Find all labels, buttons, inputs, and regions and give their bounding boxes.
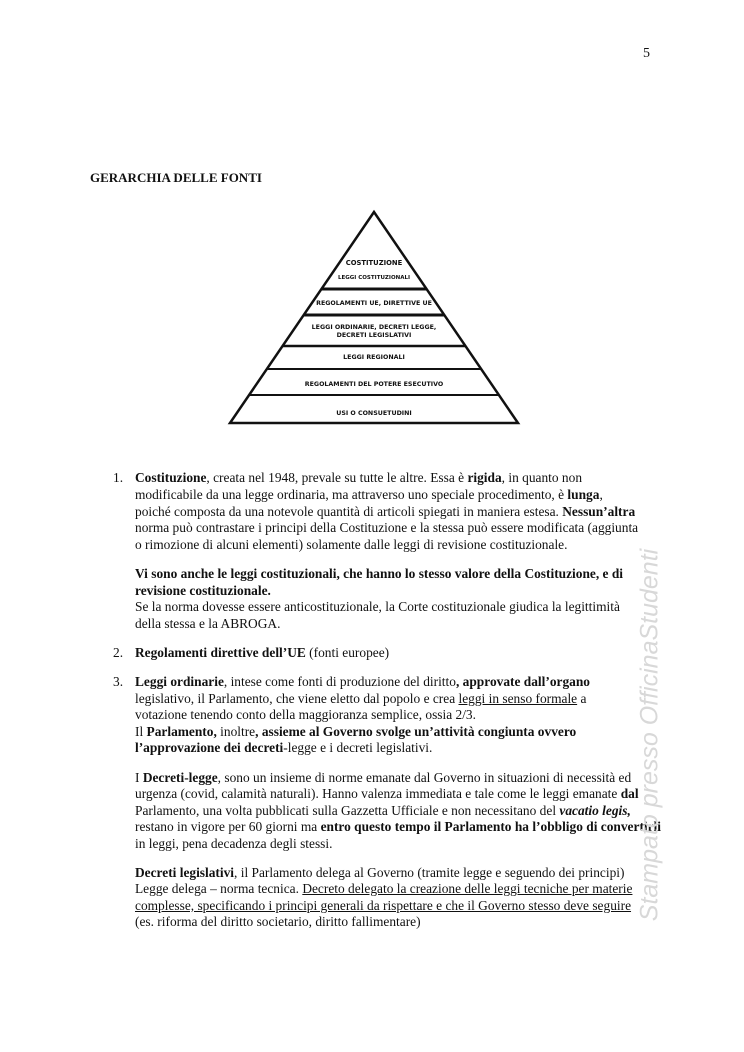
text-segment: , creata nel 1948, prevale su tutte le altre. Essa è bbox=[206, 470, 468, 485]
pyramid-level-label: COSTITUZIONE bbox=[345, 259, 403, 267]
underlined-text: Decreto delegato la creazione delle leggi tecniche per materie bbox=[302, 881, 633, 896]
text-line bbox=[135, 470, 582, 486]
text-line bbox=[135, 504, 635, 520]
text-line bbox=[135, 616, 280, 632]
text-segment: Il bbox=[135, 724, 147, 739]
bold-text: , assieme al Governo svolge un’attività congiunta ovvero bbox=[255, 724, 577, 739]
text-segment: , in quanto non bbox=[501, 470, 583, 485]
text-segment: legislativo, il Parlamento, che viene eletto dal popolo e crea bbox=[135, 691, 459, 706]
pyramid-level-label: USI O CONSUETUDINI bbox=[336, 410, 412, 417]
bold-text: , approvate dall’organo bbox=[455, 674, 590, 689]
pyramid-outline bbox=[230, 212, 518, 423]
text-segment: a bbox=[577, 691, 587, 706]
bold-text: Decreti legislativi bbox=[135, 865, 235, 880]
bold-text: rigida bbox=[467, 470, 502, 485]
text-line bbox=[135, 770, 631, 786]
text-segment: in leggi, pena decadenza degli stessi. bbox=[135, 836, 333, 851]
text-segment: Legge delega – norma tecnica. bbox=[135, 881, 303, 896]
bold-text: entro questo tempo il Parlamento ha l’obbligo di convertirli bbox=[320, 819, 662, 834]
text-segment: , bbox=[599, 487, 603, 502]
pyramid-level-label: REGOLAMENTI UE, DIRETTIVE UE bbox=[316, 300, 432, 307]
list-number-3: 3. bbox=[113, 674, 124, 689]
list-number-1: 1. bbox=[113, 470, 124, 485]
bold-text: lunga bbox=[567, 487, 600, 502]
text-segment: Parlamento, una volta pubblicati sulla Gazzetta Ufficiale e non necessitano del bbox=[135, 803, 560, 818]
pyramid-level-label: LEGGI REGIONALI bbox=[343, 354, 405, 361]
underlined-text: leggi in senso formale bbox=[458, 691, 578, 706]
text-line bbox=[135, 898, 631, 914]
text-line bbox=[135, 786, 639, 802]
text-segment: norma può contrastare i principi della Costituzione e la stessa può essere modificata (aggiunta bbox=[135, 520, 639, 535]
text-segment: modificabile da una legge ordinaria, ma attraverso uno speciale procedimento, è bbox=[135, 487, 568, 502]
text-segment: inoltre bbox=[216, 724, 256, 739]
text-segment: (es. riforma del diritto societario, diritto fallimentare) bbox=[135, 914, 421, 929]
bold-text: Nessun’altra bbox=[562, 504, 636, 519]
text-line bbox=[135, 645, 389, 661]
bold-text: Vi sono anche le leggi costituzionali, che hanno lo stesso valore della Costituzione, e di bbox=[135, 566, 624, 581]
underlined-text: complesse, specificando i principi generali da rispettare e che il Governo stesso deve seguire bbox=[135, 898, 632, 913]
text-line bbox=[135, 724, 576, 740]
pyramid-level-label: LEGGI ORDINARIE, DECRETI LEGGE, bbox=[311, 324, 437, 331]
bold-text: Regolamenti direttive dell’UE bbox=[135, 645, 306, 660]
bold-text: Costituzione bbox=[135, 470, 207, 485]
text-segment: I bbox=[135, 770, 143, 785]
text-line bbox=[135, 740, 432, 756]
bold-text: l’approvazione dei decreti bbox=[135, 740, 284, 755]
text-line bbox=[135, 537, 567, 553]
pyramid-level-label: DECRETI LEGISLATIVI bbox=[336, 332, 412, 339]
text-segment: (fonti europee) bbox=[305, 645, 390, 660]
bold-text: Leggi ordinarie bbox=[135, 674, 224, 689]
text-segment: , il Parlamento delega al Governo (tramite legge e seguendo dei principi) bbox=[234, 865, 625, 880]
pyramid-level-label: REGOLAMENTI DEL POTERE ESECUTIVO bbox=[304, 381, 444, 388]
text-line bbox=[135, 674, 590, 690]
text-segment: della stessa e la ABROGA. bbox=[135, 616, 281, 631]
page-number: 5 bbox=[643, 46, 650, 61]
text-segment: -legge e i decreti legislativi. bbox=[283, 740, 433, 755]
text-line bbox=[135, 691, 586, 707]
watermark: Stampato presso OfficinaStudenti bbox=[635, 548, 664, 922]
text-line bbox=[135, 707, 476, 723]
text-line bbox=[135, 819, 661, 835]
text-line bbox=[135, 566, 623, 582]
text-segment: o rimozione di alcuni elementi) solamente dalle leggi di revisione costituzionale. bbox=[135, 537, 568, 552]
text-segment: votazione tenendo conto della maggioranza semplice, ossia 2/3. bbox=[135, 707, 476, 722]
text-line bbox=[135, 836, 332, 852]
text-line bbox=[135, 803, 631, 819]
bold-text: Parlamento, bbox=[146, 724, 217, 739]
text-segment: Se la norma dovesse essere anticostituzionale, la Corte costituzionale giudica la legittimità bbox=[135, 599, 620, 614]
text-line bbox=[135, 599, 620, 615]
text-segment: restano in vigore per 60 giorni ma bbox=[135, 819, 321, 834]
text-line bbox=[135, 520, 638, 536]
text-line bbox=[135, 865, 624, 881]
text-line bbox=[135, 487, 603, 503]
text-segment: , intese come fonti di produzione del diritto bbox=[223, 674, 456, 689]
text-segment: urgenza (covid, calamità naturali). Hanno valenza immediata e tale come le leggi emanate bbox=[135, 786, 621, 801]
text-line bbox=[135, 914, 421, 930]
bold-text: dal bbox=[620, 786, 639, 801]
pyramid-level-label: LEGGI COSTITUZIONALI bbox=[337, 275, 411, 281]
text-line bbox=[135, 881, 632, 897]
bold-text: vacatio legis, bbox=[559, 803, 631, 818]
list-number-2: 2. bbox=[113, 645, 124, 660]
bold-text: revisione costituzionale. bbox=[135, 583, 271, 598]
text-segment: , sono un insieme di norme emanate dal Governo in situazioni di necessità ed bbox=[217, 770, 632, 785]
text-line bbox=[135, 583, 271, 599]
bold-text: Decreti-legge bbox=[142, 770, 218, 785]
section-title: GERARCHIA DELLE FONTI bbox=[90, 170, 262, 185]
text-segment: poiché composta da una notevole quantità di articoli spiegati in maniera estesa. bbox=[135, 504, 563, 519]
hierarchy-pyramid bbox=[0, 0, 744, 440]
